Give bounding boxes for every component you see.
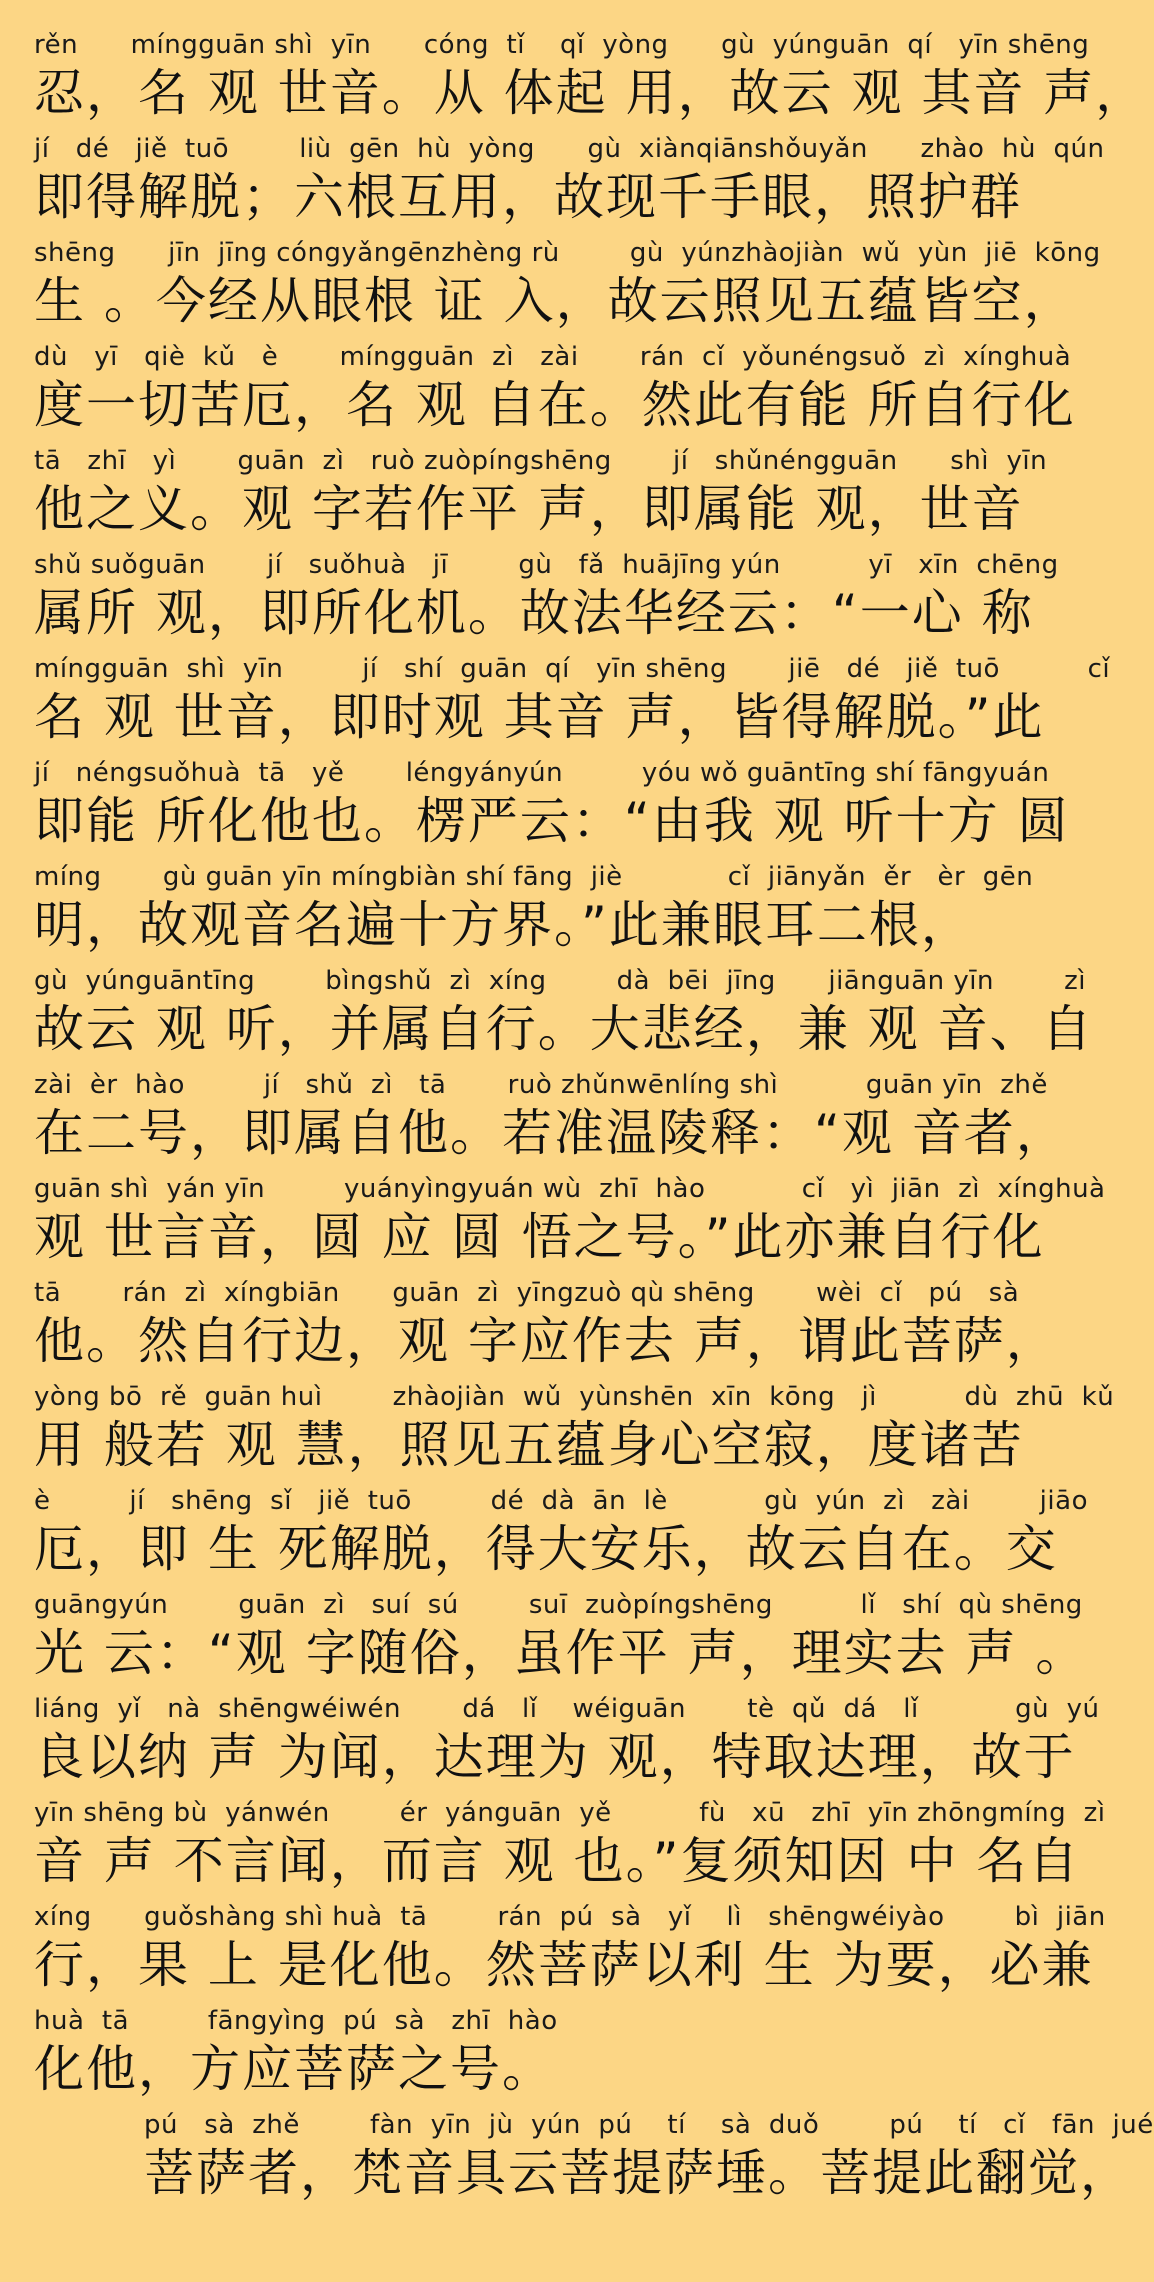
text-line [34,1900,1106,2004]
text-line [34,1484,1088,1588]
text-line [34,132,1105,236]
text-line [34,756,1070,860]
pinyin-row: jí dé jiě tuō liù gēn hù yòng gù xiànqiānshǒuyǎn zhào hù qún [34,134,1105,164]
pinyin-row: tā rán zì xíngbiān guān zì yīngzuò qù shēng wèi cǐ pú sà [34,1278,1020,1308]
hanzi-row: 明，故观音名遍十方界。”此兼眼耳二根， [34,896,973,954]
pinyin-row: yīn shēng bù yánwén ér yánguān yě fù xū zhī yīn zhōngmíng zì [34,1798,1106,1828]
pinyin-row: shǔ suǒguān jí suǒhuà jī gù fǎ huājīng yún yī xīn chēng [34,550,1059,580]
pinyin-row: jí néngsuǒhuà tā yě léngyányún yóu wǒ guāntīng shí fāngyuán [34,758,1050,788]
pinyin-row: shēng jīn jīng cóngyǎngēnzhèng rù gù yúnzhàojiàn wǔ yùn jiē kōng [34,238,1101,268]
hanzi-row: 行，果 上 是化他。然菩萨以利 生 为要，必兼 [34,1936,1094,1994]
hanzi-row: 光 云：“观 字随俗，虽作平 声，理实去 声 。 [34,1624,1088,1682]
pinyin-row: tā zhī yì guān zì ruò zuòpíngshēng jí shǔnéngguān shì yīn [34,446,1048,476]
pinyin-row: liáng yǐ nà shēngwéiwén dá lǐ wéiguān tè qǔ dá lǐ gù yú [34,1694,1100,1724]
text-line [34,1172,1106,1276]
pinyin-row: zài èr hào jí shǔ zì tā ruò zhǔnwēnlíng shì guān yīn zhě [34,1070,1048,1100]
hanzi-row: 良以纳 声 为闻，达理为 观，特取达理，故于 [34,1728,1076,1786]
text-line [34,1276,1058,1380]
hanzi-row: 忍，名 观 世音。从 体起 用，故云 观 其音 声， [34,64,1148,122]
pinyin-row: xíng guǒshàng shì huà tā rán pú sà yǐ lì shēngwéiyào bì jiān [34,1902,1106,1932]
pinyin-row: guāngyún guān zì suí sú suī zuòpíngshēng lǐ shí qù shēng [34,1590,1083,1620]
hanzi-row: 用 般若 观 慧，照见五蕴身心空寂，度诸苦 [34,1416,1024,1474]
hanzi-row: 他之义。观 字若作平 声，即属能 观，世音 [34,480,1024,538]
text-line [34,860,1046,964]
text-line [34,1692,1100,1796]
text-line [34,28,1148,132]
text-line [34,2004,1046,2108]
pinyin-row: míngguān shì yīn jí shí guān qí yīn shēng jiē dé jiě tuō cǐ [34,654,1111,684]
pinyin-row: yòng bō rě guān huì zhàojiàn wǔ yùnshēn xīn kōng jì dù zhū kǔ [34,1382,1115,1412]
hanzi-row: 音 声 不言闻，而言 观 也。”复须知因 中 名自 [34,1832,1081,1890]
hanzi-row: 度一切苦厄，名 观 自在。然此有能 所自行化 [34,376,1076,434]
text-line [34,1796,1106,1900]
text-line [34,340,1076,444]
text-line [34,964,1094,1068]
text-line [34,236,1101,340]
hanzi-row: 即得解脱；六根互用，故现千手眼，照护群 [34,168,1022,226]
pinyin-row: pú sà zhě fàn yīn jù yún pú tí sà duǒ pú tí cǐ fān jué [144,2110,1154,2140]
text-line [34,444,1046,548]
pinyin-row: guān shì yán yīn yuányìngyuán wù zhī hào cǐ yì jiān zì xínghuà [34,1174,1106,1204]
pinyin-row: gù yúnguāntīng bìngshǔ zì xíng dà bēi jīng jiānguān yīn zì [34,966,1086,996]
hanzi-row: 他。然自行边，观 字应作去 声，谓此菩萨， [34,1312,1058,1370]
pinyin-row: míng gù guān yīn míngbiàn shí fāng jiè cǐ jiānyǎn ěr èr gēn [34,862,1034,892]
text-line [34,1588,1088,1692]
pinyin-row: è jí shēng sǐ jiě tuō dé dà ān lè gù yún zì zài jiāo [34,1486,1088,1516]
text-line [34,548,1059,652]
hanzi-row: 生 。今经从眼根 证 入，故云照见五蕴皆空， [34,272,1076,330]
pinyin-row: rěn míngguān shì yīn cóng tǐ qǐ yòng gù yúnguān qí yīn shēng [34,30,1090,60]
pinyin-row: huà tā fāngyìng pú sà zhī hào [34,2006,558,2036]
hanzi-row: 名 观 世音，即时观 其音 声，皆得解脱。”此 [34,688,1045,746]
hanzi-row: 观 世言音，圆 应 圆 悟之号。”此亦兼自行化 [34,1208,1045,1266]
text-line [34,652,1111,756]
hanzi-row: 属所 观，即所化机。故法华经云：“一心 称 [34,584,1034,642]
hanzi-row: 厄，即 生 死解脱，得大安乐，故云自在。交 [34,1520,1058,1578]
hanzi-row: 菩萨者，梵音具云菩提萨埵。菩提此翻觉， [144,2144,1132,2202]
text-line [34,1380,1115,1484]
hanzi-row: 化他，方应菩萨之号。 [34,2040,554,2098]
text-line [34,1068,1068,1172]
hanzi-row: 故云 观 听，并属自行。大悲经，兼 观 音、自 [34,1000,1094,1058]
hanzi-row: 在二号，即属自他。若准温陵释：“观 音者， [34,1104,1068,1162]
pinyin-row: dù yī qiè kǔ è míngguān zì zài rán cǐ yǒunéngsuǒ zì xínghuà [34,342,1072,372]
hanzi-row: 即能 所化他也。楞严云：“由我 观 听十方 圆 [34,792,1070,850]
text-line-indented [34,2108,1154,2212]
